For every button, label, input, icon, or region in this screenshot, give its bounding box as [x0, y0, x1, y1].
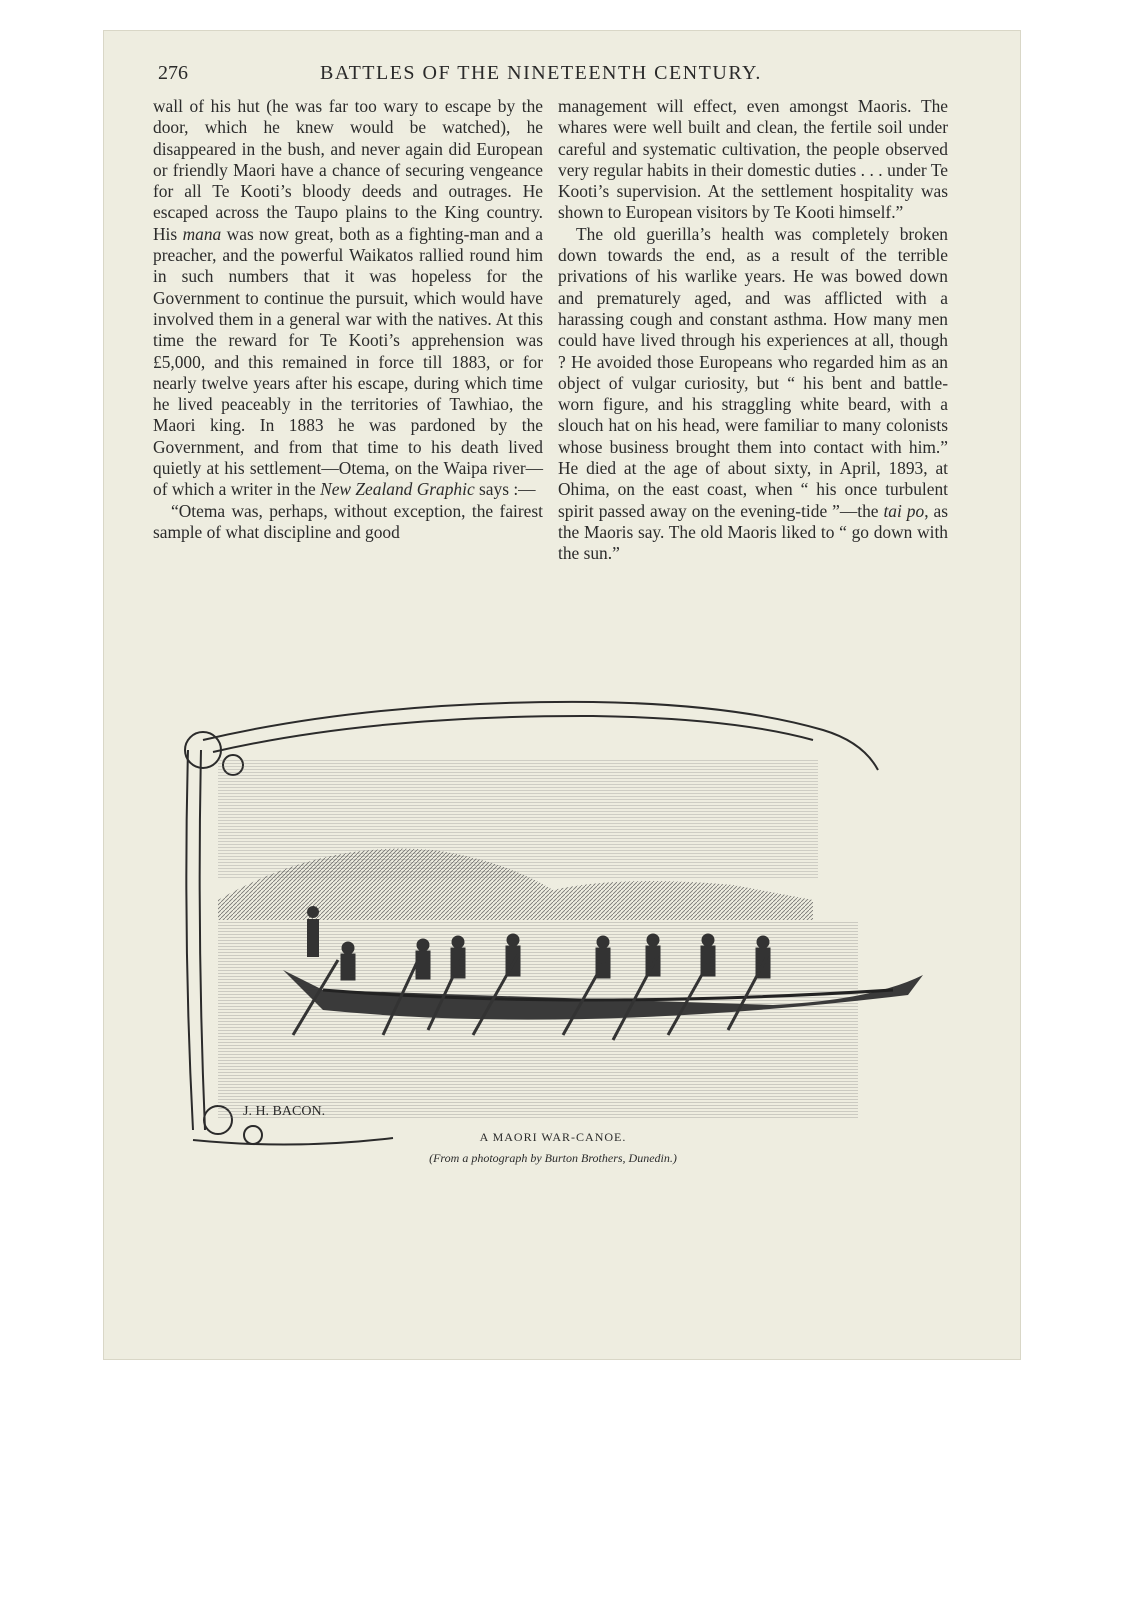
running-title: BATTLES OF THE NINETEENTH CENTURY. — [320, 62, 762, 84]
caption-credit: (From a photograph by Burton Brothers, Dunedin.) — [429, 1151, 677, 1165]
page-header — [158, 62, 908, 92]
italic-term-mana: mana — [182, 223, 222, 244]
left-paragraph-2: “Otema was, perhaps, without exception, the fairest sample of what discipline and good — [153, 500, 543, 542]
right-paragraph-1: management will effect, even amongst Maoris. The whares were well built and clean, the fertile soil under careful and systematic cultivation, the people observed very regular habits in their domestic duties . . . under Te Kooti’s supervision. At the settlement hospitality was shown to European visitors by Te Kooti himself.” — [558, 96, 948, 223]
text-run: , as the Maoris say. The old Maoris liked to “ go down with the sun.” — [558, 500, 948, 564]
book-page — [103, 30, 1021, 1360]
figure-caption — [353, 1130, 753, 1166]
war-canoe-engraving — [173, 690, 943, 1170]
text-run: says :— — [474, 479, 536, 500]
text-run: wall of his hut (he was far too wary to escape by the door, which he knew would be watched), he disappeared in the bush, and never again did European or friendly Maori have a chance of securing vengeance for all Te Kooti’s bloody deeds and outrages. He escaped across the Taupo plains to the King country. His — [153, 96, 543, 244]
text-run: The old guerilla’s health was completely broken down towards the end, as a result of the terrible privations of his warlike years. He was bowed down and prematurely aged, and was afflicted with a harassing cough and constant asthma. How many men could have lived through his experiences at all, though ? He avoided those Europeans who regarded him as an object of vulgar curiosity, but “ his bent and battle-worn figure, and his straggling white beard, with a slouch hat on his head, were familiar to many colonists whose business brought them into contact with him.” He died at the age of about sixty, in April, 1893, at Ohima, on the east coast, when “ his once turbulent spirit passed away on the evening-tide ”—the — [558, 223, 948, 521]
page-number: 276 — [158, 62, 188, 84]
italic-source-title: New Zealand Graphic — [320, 479, 475, 500]
right-paragraph-2 — [558, 224, 948, 565]
right-column — [558, 96, 948, 565]
caption-title: A MAORI WAR-CANOE. — [479, 1130, 627, 1144]
left-column — [153, 96, 543, 543]
text-run: was now great, both as a fighting-man and a preacher, and the powerful Waikatos rallied round him in such numbers that it was hopeless for the Government to continue the pursuit, which would have involved them in a general war with the natives. At this time the reward for Te Kooti’s apprehension was £5,000, and this remained in force till 1883, or for nearly twelve years after his escape, during which time he lived peaceably in the territories of Tawhiao, the Maori king. In 1883 he was pardoned by the Government, and from that time to his death lived quietly at his settlement—Otema, on the Waipa river—of which a writer in the — [153, 223, 543, 500]
italic-term-tai-po: tai po — [883, 500, 925, 521]
artist-signature: J. H. BACON. — [243, 1104, 326, 1119]
left-paragraph-1 — [153, 96, 543, 501]
